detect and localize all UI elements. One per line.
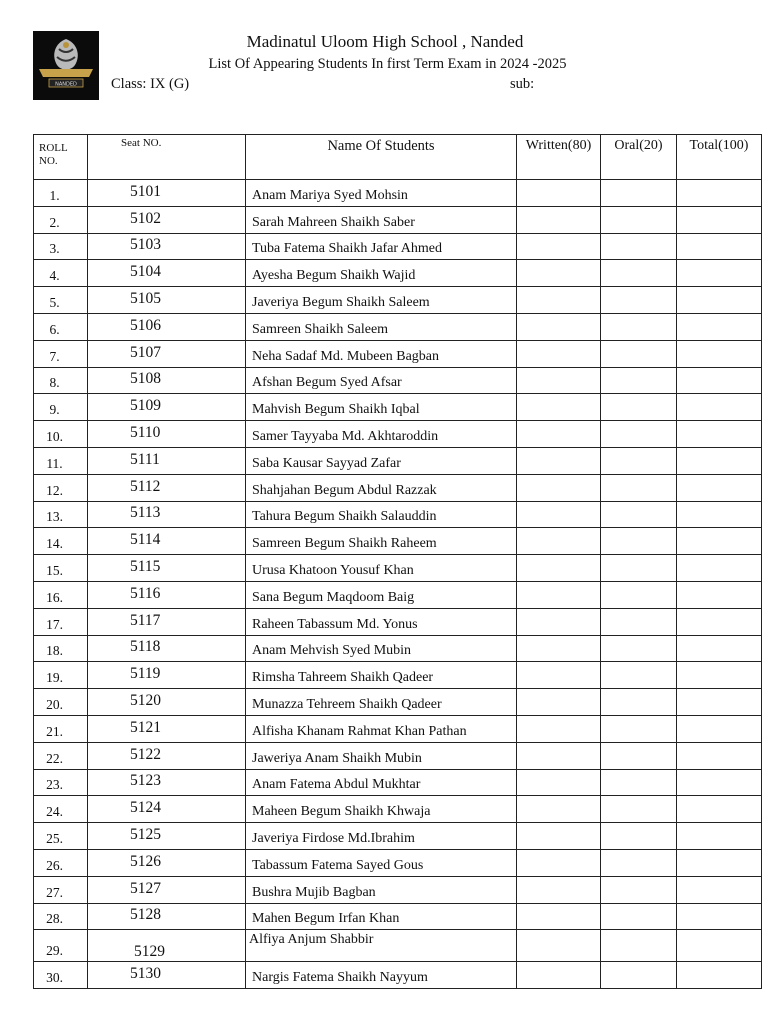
written-marks-cell xyxy=(517,962,601,989)
table-row xyxy=(34,742,762,769)
table-row xyxy=(34,287,762,314)
seat-cell: 5124 xyxy=(88,796,246,823)
roll-cell: 15. xyxy=(34,555,88,582)
column-header-oral: Oral(20) xyxy=(601,135,677,180)
table-row xyxy=(34,930,762,962)
written-marks-cell xyxy=(517,340,601,367)
written-marks-cell xyxy=(517,903,601,930)
student-name-cell: Neha Sadaf Md. Mubeen Bagban xyxy=(246,340,517,367)
oral-marks-cell xyxy=(601,501,677,528)
table-row xyxy=(34,769,762,796)
total-marks-cell xyxy=(677,608,762,635)
seat-cell: 5115 xyxy=(88,555,246,582)
roll-cell: 5. xyxy=(34,287,88,314)
table-row xyxy=(34,528,762,555)
total-marks-cell xyxy=(677,474,762,501)
total-marks-cell xyxy=(677,635,762,662)
table-row xyxy=(34,394,762,421)
total-marks-cell xyxy=(677,313,762,340)
table-row xyxy=(34,796,762,823)
written-marks-cell xyxy=(517,608,601,635)
roll-cell: 14. xyxy=(34,528,88,555)
oral-marks-cell xyxy=(601,260,677,287)
total-marks-cell xyxy=(677,394,762,421)
table-row xyxy=(34,876,762,903)
table-row xyxy=(34,206,762,233)
student-name-cell: Jaweriya Anam Shaikh Mubin xyxy=(246,742,517,769)
roll-cell: 1. xyxy=(34,180,88,207)
written-marks-cell xyxy=(517,555,601,582)
seat-cell: 5126 xyxy=(88,849,246,876)
oral-marks-cell xyxy=(601,903,677,930)
table-row xyxy=(34,581,762,608)
table-row xyxy=(34,689,762,716)
student-name-cell: Samer Tayyaba Md. Akhtaroddin xyxy=(246,421,517,448)
written-marks-cell xyxy=(517,635,601,662)
student-name-cell: Tabassum Fatema Sayed Gous xyxy=(246,849,517,876)
written-marks-cell xyxy=(517,313,601,340)
oral-marks-cell xyxy=(601,528,677,555)
seat-cell: 5118 xyxy=(88,635,246,662)
oral-marks-cell xyxy=(601,962,677,989)
seat-cell: 5130 xyxy=(88,962,246,989)
total-marks-cell xyxy=(677,367,762,394)
written-marks-cell xyxy=(517,849,601,876)
total-marks-cell xyxy=(677,180,762,207)
written-marks-cell xyxy=(517,715,601,742)
total-marks-cell xyxy=(677,742,762,769)
total-marks-cell xyxy=(677,662,762,689)
roll-cell: 13. xyxy=(34,501,88,528)
roll-cell: 11. xyxy=(34,447,88,474)
roll-cell: 26. xyxy=(34,849,88,876)
roll-cell: 12. xyxy=(34,474,88,501)
oral-marks-cell xyxy=(601,555,677,582)
total-marks-cell xyxy=(677,769,762,796)
seat-cell: 5107 xyxy=(88,340,246,367)
table-row xyxy=(34,903,762,930)
written-marks-cell xyxy=(517,769,601,796)
written-marks-cell xyxy=(517,367,601,394)
total-marks-cell xyxy=(677,823,762,850)
table-row xyxy=(34,313,762,340)
roll-cell: 23. xyxy=(34,769,88,796)
written-marks-cell xyxy=(517,662,601,689)
oral-marks-cell xyxy=(601,689,677,716)
written-marks-cell xyxy=(517,501,601,528)
written-marks-cell xyxy=(517,260,601,287)
student-name-cell: Sarah Mahreen Shaikh Saber xyxy=(246,206,517,233)
oral-marks-cell xyxy=(601,206,677,233)
total-marks-cell xyxy=(677,689,762,716)
subject-label: sub: xyxy=(510,76,535,92)
oral-marks-cell xyxy=(601,849,677,876)
table-row xyxy=(34,849,762,876)
roll-cell: 8. xyxy=(34,367,88,394)
oral-marks-cell xyxy=(601,769,677,796)
seat-cell: 5121 xyxy=(88,715,246,742)
student-name-cell: Afshan Begum Syed Afsar xyxy=(246,367,517,394)
student-name-cell: Nargis Fatema Shaikh Nayyum xyxy=(246,962,517,989)
table-row xyxy=(34,715,762,742)
oral-marks-cell xyxy=(601,287,677,314)
table-row xyxy=(34,962,762,989)
oral-marks-cell xyxy=(601,340,677,367)
student-name-cell: Anam Mariya Syed Mohsin xyxy=(246,180,517,207)
seat-cell: 5120 xyxy=(88,689,246,716)
table-row xyxy=(34,260,762,287)
seat-cell: 5111 xyxy=(88,447,246,474)
total-marks-cell xyxy=(677,287,762,314)
student-name-cell: Alfiya Anjum Shabbir xyxy=(246,930,517,962)
roll-cell: 25. xyxy=(34,823,88,850)
oral-marks-cell xyxy=(601,635,677,662)
student-name-cell: Samreen Begum Shaikh Raheem xyxy=(246,528,517,555)
total-marks-cell xyxy=(677,715,762,742)
total-marks-cell xyxy=(677,849,762,876)
table-row xyxy=(34,501,762,528)
written-marks-cell xyxy=(517,180,601,207)
roll-cell: 16. xyxy=(34,581,88,608)
students-table xyxy=(33,134,762,989)
written-marks-cell xyxy=(517,528,601,555)
student-name-cell: Rimsha Tahreem Shaikh Qadeer xyxy=(246,662,517,689)
student-name-cell: Alfisha Khanam Rahmat Khan Pathan xyxy=(246,715,517,742)
column-header-written: Written(80) xyxy=(517,135,601,180)
total-marks-cell xyxy=(677,876,762,903)
column-header-seat: Seat NO. xyxy=(88,135,246,180)
written-marks-cell xyxy=(517,581,601,608)
total-marks-cell xyxy=(677,528,762,555)
roll-cell: 19. xyxy=(34,662,88,689)
oral-marks-cell xyxy=(601,608,677,635)
roll-cell: 7. xyxy=(34,340,88,367)
table-row xyxy=(34,474,762,501)
total-marks-cell xyxy=(677,903,762,930)
oral-marks-cell xyxy=(601,715,677,742)
oral-marks-cell xyxy=(601,180,677,207)
seat-cell: 5101 xyxy=(88,180,246,207)
oral-marks-cell xyxy=(601,394,677,421)
seat-cell: 5123 xyxy=(88,769,246,796)
seat-cell: 5128 xyxy=(88,903,246,930)
written-marks-cell xyxy=(517,823,601,850)
seat-cell: 5109 xyxy=(88,394,246,421)
oral-marks-cell xyxy=(601,796,677,823)
student-name-cell: Mahvish Begum Shaikh Iqbal xyxy=(246,394,517,421)
roll-cell: 10. xyxy=(34,421,88,448)
seat-cell: 5117 xyxy=(88,608,246,635)
student-name-cell: Sana Begum Maqdoom Baig xyxy=(246,581,517,608)
total-marks-cell xyxy=(677,501,762,528)
written-marks-cell xyxy=(517,474,601,501)
list-title: List Of Appearing Students In first Term Exam in 2024 -2025 xyxy=(208,56,567,72)
seat-cell: 5127 xyxy=(88,876,246,903)
written-marks-cell xyxy=(517,421,601,448)
oral-marks-cell xyxy=(601,823,677,850)
total-marks-cell xyxy=(677,962,762,989)
oral-marks-cell xyxy=(601,313,677,340)
seat-cell: 5105 xyxy=(88,287,246,314)
total-marks-cell xyxy=(677,796,762,823)
oral-marks-cell xyxy=(601,367,677,394)
seat-cell: 5122 xyxy=(88,742,246,769)
table-row xyxy=(34,608,762,635)
total-marks-cell xyxy=(677,340,762,367)
total-marks-cell xyxy=(677,233,762,260)
roll-cell: 27. xyxy=(34,876,88,903)
total-marks-cell xyxy=(677,930,762,962)
oral-marks-cell xyxy=(601,581,677,608)
student-name-cell: Bushra Mujib Bagban xyxy=(246,876,517,903)
oral-marks-cell xyxy=(601,876,677,903)
roll-cell: 3. xyxy=(34,233,88,260)
column-header-name: Name Of Students xyxy=(246,135,517,180)
written-marks-cell xyxy=(517,287,601,314)
written-marks-cell xyxy=(517,876,601,903)
table-row xyxy=(34,180,762,207)
total-marks-cell xyxy=(677,260,762,287)
student-name-cell: Ayesha Begum Shaikh Wajid xyxy=(246,260,517,287)
roll-cell: 6. xyxy=(34,313,88,340)
student-name-cell: Raheen Tabassum Md. Yonus xyxy=(246,608,517,635)
table-row xyxy=(34,340,762,367)
roll-cell: 21. xyxy=(34,715,88,742)
oral-marks-cell xyxy=(601,662,677,689)
roll-cell: 28. xyxy=(34,903,88,930)
svg-text:NANDED: NANDED xyxy=(55,81,77,88)
roll-cell: 29. xyxy=(34,930,88,962)
table-row xyxy=(34,233,762,260)
seat-cell: 5116 xyxy=(88,581,246,608)
student-name-cell: Javeriya Begum Shaikh Saleem xyxy=(246,287,517,314)
student-name-cell: Shahjahan Begum Abdul Razzak xyxy=(246,474,517,501)
seat-cell: 5108 xyxy=(88,367,246,394)
roll-cell: 20. xyxy=(34,689,88,716)
total-marks-cell xyxy=(677,581,762,608)
roll-cell: 24. xyxy=(34,796,88,823)
written-marks-cell xyxy=(517,689,601,716)
student-name-cell: Javeriya Firdose Md.Ibrahim xyxy=(246,823,517,850)
seat-cell: 5129 xyxy=(88,930,246,962)
written-marks-cell xyxy=(517,233,601,260)
student-name-cell: Urusa Khatoon Yousuf Khan xyxy=(246,555,517,582)
written-marks-cell xyxy=(517,394,601,421)
roll-cell: 30. xyxy=(34,962,88,989)
table-row xyxy=(34,662,762,689)
roll-cell: 2. xyxy=(34,206,88,233)
student-name-cell: Munazza Tehreem Shaikh Qadeer xyxy=(246,689,517,716)
total-marks-cell xyxy=(677,421,762,448)
seat-cell: 5113 xyxy=(88,501,246,528)
table-row xyxy=(34,367,762,394)
total-marks-cell xyxy=(677,206,762,233)
seat-cell: 5106 xyxy=(88,313,246,340)
written-marks-cell xyxy=(517,742,601,769)
student-name-cell: Samreen Shaikh Saleem xyxy=(246,313,517,340)
oral-marks-cell xyxy=(601,421,677,448)
seat-cell: 5104 xyxy=(88,260,246,287)
seat-cell: 5103 xyxy=(88,233,246,260)
student-name-cell: Mahen Begum Irfan Khan xyxy=(246,903,517,930)
school-name: Madinatul Uloom High School , Nanded xyxy=(246,32,524,51)
table-row xyxy=(34,823,762,850)
oral-marks-cell xyxy=(601,474,677,501)
table-header-row xyxy=(34,135,762,180)
roll-cell: 18. xyxy=(34,635,88,662)
table-row xyxy=(34,447,762,474)
student-name-cell: Saba Kausar Sayyad Zafar xyxy=(246,447,517,474)
seat-cell: 5110 xyxy=(88,421,246,448)
table-row xyxy=(34,555,762,582)
written-marks-cell xyxy=(517,206,601,233)
seat-cell: 5114 xyxy=(88,528,246,555)
written-marks-cell xyxy=(517,447,601,474)
oral-marks-cell xyxy=(601,447,677,474)
student-name-cell: Maheen Begum Shaikh Khwaja xyxy=(246,796,517,823)
student-name-cell: Anam Mehvish Syed Mubin xyxy=(246,635,517,662)
class-label: Class: IX (G) xyxy=(111,76,190,92)
student-name-cell: Tahura Begum Shaikh Salauddin xyxy=(246,501,517,528)
oral-marks-cell xyxy=(601,233,677,260)
seat-cell: 5112 xyxy=(88,474,246,501)
column-header-roll: ROLL NO. xyxy=(34,135,88,180)
column-header-total: Total(100) xyxy=(677,135,762,180)
total-marks-cell xyxy=(677,555,762,582)
oral-marks-cell xyxy=(601,930,677,962)
student-name-cell: Tuba Fatema Shaikh Jafar Ahmed xyxy=(246,233,517,260)
roll-cell: 22. xyxy=(34,742,88,769)
total-marks-cell xyxy=(677,447,762,474)
table-row xyxy=(34,421,762,448)
table-row xyxy=(34,635,762,662)
seat-cell: 5102 xyxy=(88,206,246,233)
roll-cell: 9. xyxy=(34,394,88,421)
written-marks-cell xyxy=(517,930,601,962)
seat-cell: 5125 xyxy=(88,823,246,850)
written-marks-cell xyxy=(517,796,601,823)
roll-cell: 4. xyxy=(34,260,88,287)
oral-marks-cell xyxy=(601,742,677,769)
student-name-cell: Anam Fatema Abdul Mukhtar xyxy=(246,769,517,796)
seat-cell: 5119 xyxy=(88,662,246,689)
roll-cell: 17. xyxy=(34,608,88,635)
